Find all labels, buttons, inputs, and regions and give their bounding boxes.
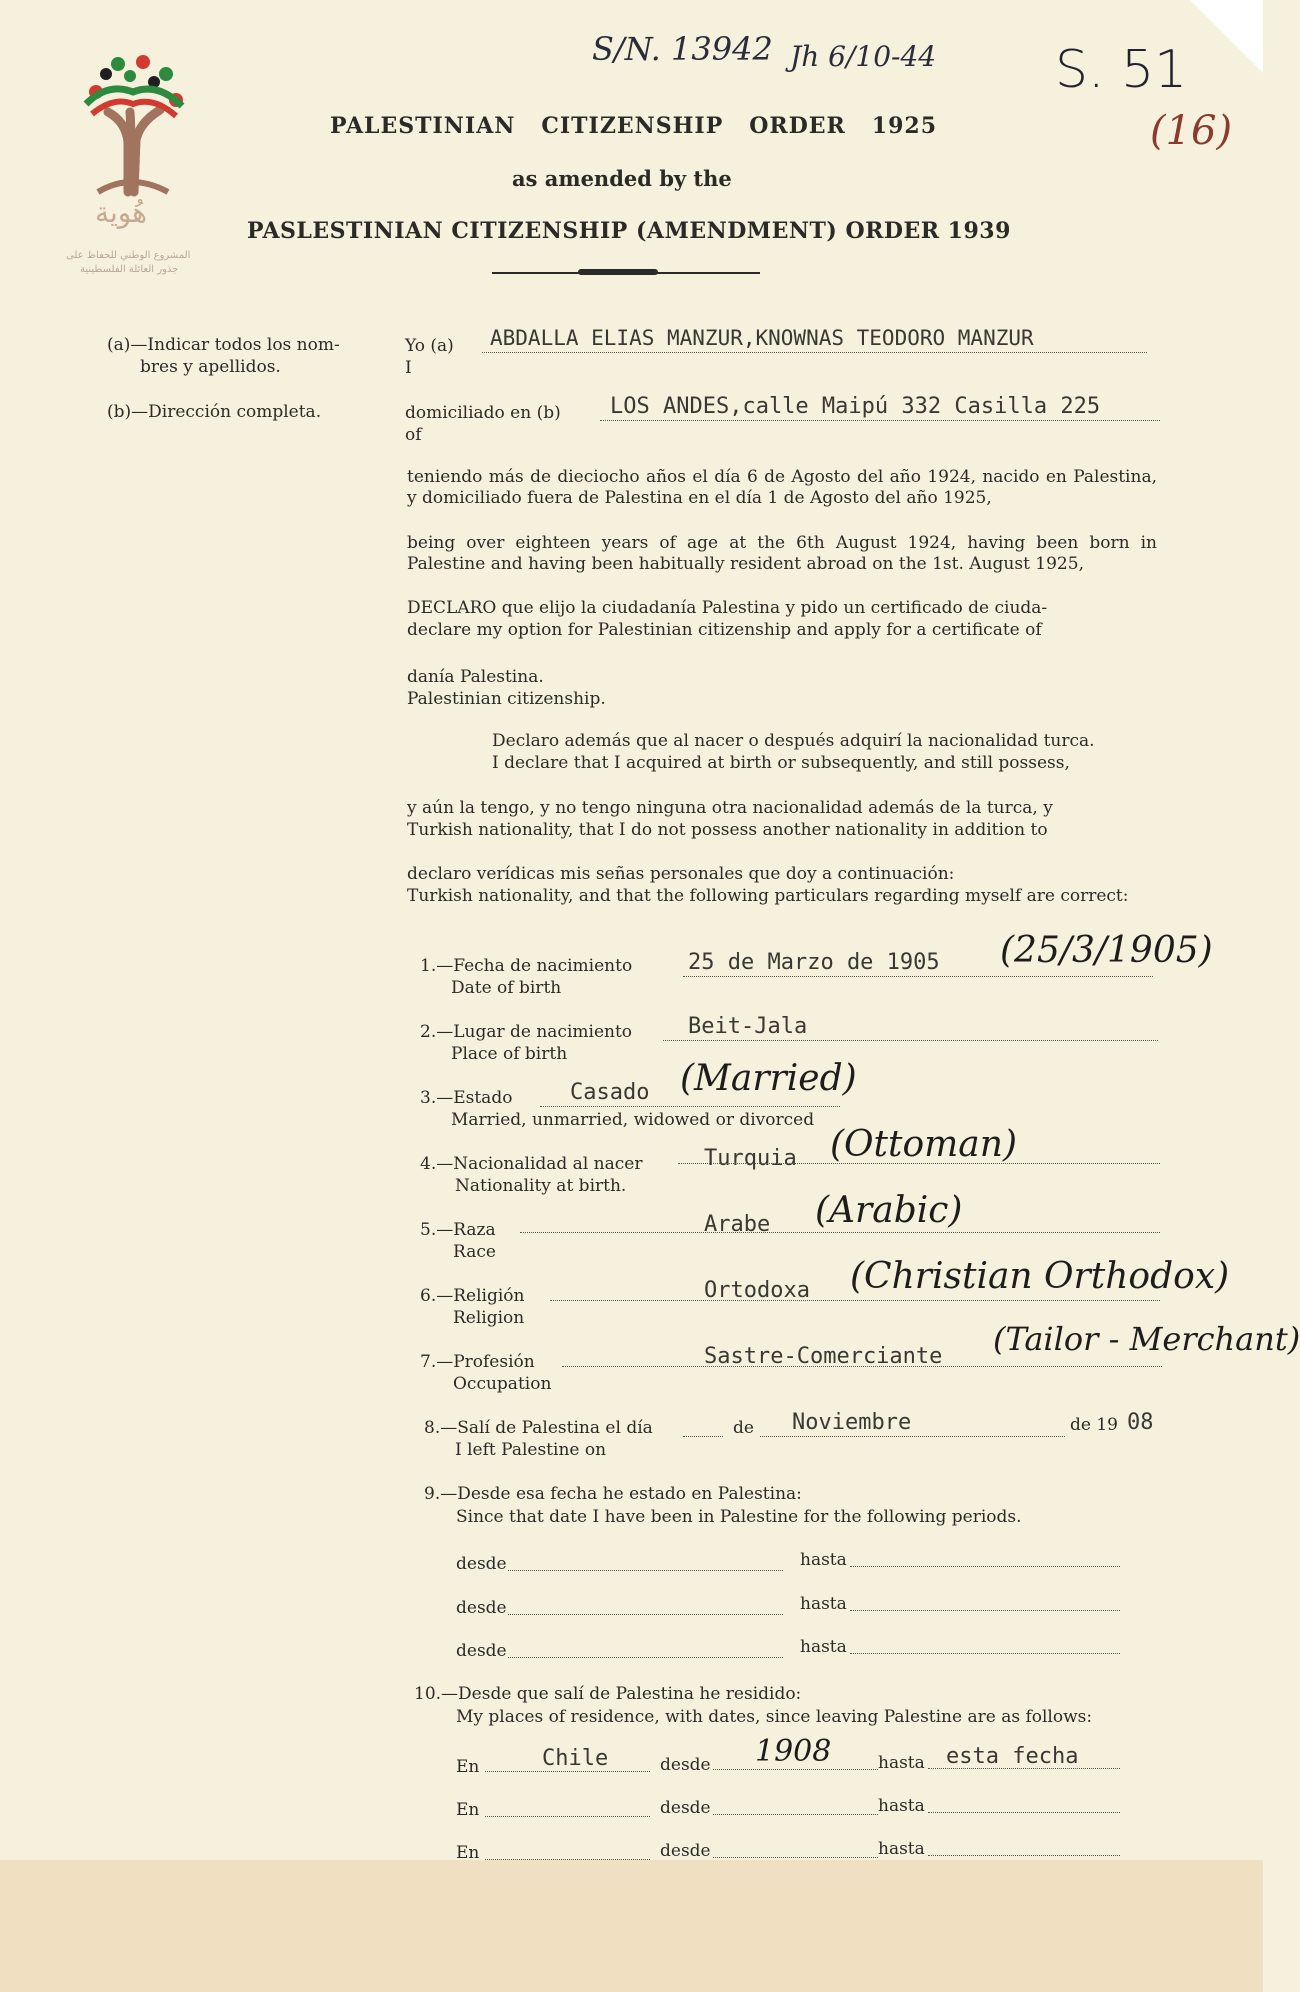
residence-row-3-en: En [456, 1843, 480, 1863]
residence-row-2-from-line [713, 1814, 878, 1815]
residence-row-1-from-line [713, 1769, 878, 1770]
residence-row-2-until-line [928, 1812, 1120, 1813]
paragraph-particulars-en: Turkish nationality, and that the following particulars regarding myself are correct: [407, 886, 1129, 906]
left-palestine-month: Noviembre [792, 1410, 912, 1435]
form-title: PALESTINIAN CITIZENSHIP ORDER 1925 [330, 113, 938, 139]
left-palestine-year: 08 [1127, 1410, 1154, 1435]
field-marital-status-handwritten: (Married) [680, 1058, 857, 1099]
residence-row-3-place-line [485, 1859, 650, 1860]
field-race-handwritten: (Arabic) [815, 1190, 963, 1231]
field-birth-date-value: 25 de Marzo de 1905 [688, 950, 940, 975]
residence-row-1-en: En [456, 1757, 480, 1777]
paragraph-age-es: teniendo más de dieciocho años el día 6 de Agosto del año 1924, nacido en Palestina, y domiciliado fuera de Palestina en el día 1 de Agosto del año 1925, [407, 467, 1157, 508]
header-divider-ornament [578, 269, 658, 275]
residence-row-1-place-line [485, 1771, 650, 1772]
field-race-value: Arabe [704, 1212, 771, 1237]
page-number-annotation: (16) [1150, 108, 1233, 154]
name-underline [482, 352, 1147, 353]
logo-arabic-subtitle-1: المشروع الوطني للحفاظ على [66, 250, 191, 261]
left-palestine-month-line [760, 1436, 1065, 1437]
residence-row-2-place-line [485, 1816, 650, 1817]
period-row-1-hasta-line [850, 1566, 1120, 1567]
residence-row-3-desde: desde [660, 1841, 711, 1861]
field-race-label-en: Race [453, 1242, 496, 1262]
field-occupation-line [562, 1366, 1162, 1367]
field-marital-status-value: Casado [570, 1080, 650, 1105]
field-birth-date-label-es: 1.—Fecha de nacimiento [420, 956, 633, 976]
field-birthplace-line [663, 1040, 1158, 1041]
paragraph-declare-en: declare my option for Palestinian citizenship and apply for a certificate of [407, 620, 1042, 640]
residence-row-1-from: 1908 [755, 1734, 832, 1769]
field-race-label-es: 5.—Raza [420, 1220, 496, 1240]
left-palestine-de-label: de [733, 1418, 754, 1438]
initials-date-annotation: Jh 6/10-44 [790, 40, 937, 73]
logo-arabic-text: هُوية [95, 196, 148, 229]
field-religion-label-es: 6.—Religión [420, 1286, 525, 1306]
field-birthplace-label-en: Place of birth [451, 1044, 568, 1064]
i-label: I [405, 358, 412, 378]
amendment-title: PASLESTINIAN CITIZENSHIP (AMENDMENT) ORDER 1939 [247, 218, 1011, 244]
periods-label-es: 9.—Desde esa fecha he estado en Palestina: [424, 1484, 802, 1504]
field-birthplace-value: Beit-Jala [688, 1014, 808, 1039]
paragraph-turkish-es: Declaro además que al nacer o después adquirí la nacionalidad turca. [492, 731, 1095, 751]
field-marital-status-line [540, 1106, 840, 1107]
left-palestine-label-es: 8.—Salí de Palestina el día [424, 1418, 653, 1438]
field-nationality-label-es: 4.—Nacionalidad al nacer [420, 1154, 643, 1174]
field-birth-date-line [683, 976, 1153, 977]
paragraph-age-en: being over eighteen years of age at the 6th August 1924, having been born in Palestine and having been habitually resident abroad on the 1st. August 1925, [407, 533, 1157, 574]
field-marital-status-label-en: Married, unmarried, widowed or divorced [451, 1110, 815, 1130]
paragraph-declare-es: DECLARO que elijo la ciudadanía Palestina y pido un certificado de ciuda- [407, 598, 1048, 618]
residence-row-1-until: esta fecha [946, 1744, 1079, 1769]
residence-row-1-hasta: hasta [878, 1753, 925, 1773]
paragraph-turkish-en: I declare that I acquired at birth or subsequently, and still possess, [492, 753, 1070, 773]
declarant-address: LOS ANDES,calle Maipú 332 Casilla 225 [610, 394, 1101, 419]
field-nationality-label-en: Nationality at birth. [455, 1176, 627, 1196]
period-row-1-desde-line [508, 1570, 783, 1571]
period-row-2-desde: desde [456, 1598, 507, 1618]
field-religion-handwritten: (Christian Orthodox) [850, 1256, 1230, 1297]
residence-row-2-en: En [456, 1800, 480, 1820]
paragraph-nationality-en: Turkish nationality, that I do not possess another nationality in addition to [407, 820, 1048, 840]
field-occupation-label-es: 7.—Profesión [420, 1352, 535, 1372]
field-religion-label-en: Religion [453, 1308, 525, 1328]
yo-label: Yo (a) [405, 336, 454, 356]
logo-arabic-subtitle-2: جذور العائلة الفلسطينية [80, 264, 179, 275]
page-corner-fold [1190, 0, 1263, 73]
left-palestine-year-prefix: de 19 [1070, 1415, 1118, 1435]
period-row-3-desde: desde [456, 1641, 507, 1661]
family-tree-icon [78, 52, 188, 192]
residence-row-2-hasta: hasta [878, 1796, 925, 1816]
declarant-name: ABDALLA ELIAS MANZUR,KNOWNAS TEODORO MANZUR [490, 326, 1034, 350]
paragraph-citizenship-es: danía Palestina. [407, 667, 544, 687]
field-birthplace-label-es: 2.—Lugar de nacimiento [420, 1022, 633, 1042]
page-reference-annotation: S. 51 [1055, 40, 1188, 100]
field-occupation-value: Sastre-Comerciante [704, 1344, 943, 1369]
residence-row-2-desde: desde [660, 1798, 711, 1818]
field-nationality-line [678, 1163, 1160, 1164]
left-palestine-label-en: I left Palestine on [455, 1440, 607, 1460]
period-row-1-desde: desde [456, 1554, 507, 1574]
margin-note-a-line2: bres y apellidos. [140, 357, 281, 377]
field-birth-date-label-en: Date of birth [451, 978, 562, 998]
field-occupation-label-en: Occupation [453, 1374, 552, 1394]
period-row-3-hasta-line [850, 1653, 1120, 1654]
residence-row-1-desde: desde [660, 1755, 711, 1775]
period-row-3-hasta: hasta [800, 1637, 847, 1657]
field-nationality-value: Turquia [704, 1146, 797, 1171]
margin-note-a-line1: (a)—Indicar todos los nom- [107, 335, 340, 355]
field-religion-line [550, 1300, 1160, 1301]
form-subtitle: as amended by the [512, 166, 732, 191]
period-row-2-hasta-line [850, 1610, 1120, 1611]
period-row-3-desde-line [508, 1657, 783, 1658]
bottom-paper-edge [0, 1860, 1263, 1992]
paragraph-particulars-es: declaro verídicas mis señas personales que doy a continuación: [407, 864, 955, 884]
residence-row-3-until-line [928, 1855, 1120, 1856]
residence-row-3-hasta: hasta [878, 1839, 925, 1859]
field-birth-date-handwritten: (25/3/1905) [1000, 930, 1213, 971]
serial-number-annotation: S/N. 13942 [592, 30, 773, 68]
margin-note-b: (b)—Dirección completa. [107, 402, 322, 422]
of-label: of [405, 425, 422, 445]
field-marital-status-label-es: 3.—Estado [420, 1088, 513, 1108]
residence-label-en: My places of residence, with dates, since leaving Palestine are as follows: [456, 1707, 1093, 1727]
field-nationality-handwritten: (Ottoman) [830, 1124, 1017, 1165]
period-row-1-hasta: hasta [800, 1550, 847, 1570]
field-occupation-handwritten: (Tailor - Merchant) [993, 1320, 1300, 1358]
left-palestine-day-line [683, 1436, 723, 1437]
residence-row-1-place: Chile [542, 1746, 609, 1771]
period-row-2-hasta: hasta [800, 1594, 847, 1614]
residence-row-3-from-line [713, 1857, 878, 1858]
paragraph-citizenship-en: Palestinian citizenship. [407, 689, 606, 709]
paragraph-nationality-es: y aún la tengo, y no tengo ninguna otra nacionalidad además de la turca, y [407, 798, 1053, 818]
address-underline [600, 420, 1160, 421]
residence-row-1-until-line [928, 1768, 1120, 1769]
residence-label-es: 10.—Desde que salí de Palestina he residido: [414, 1684, 802, 1704]
period-row-2-desde-line [508, 1614, 783, 1615]
periods-label-en: Since that date I have been in Palestine for the following periods. [456, 1507, 1022, 1527]
field-race-line [520, 1232, 1160, 1233]
domiciled-label: domiciliado en (b) [405, 403, 561, 423]
field-religion-value: Ortodoxa [704, 1278, 810, 1303]
